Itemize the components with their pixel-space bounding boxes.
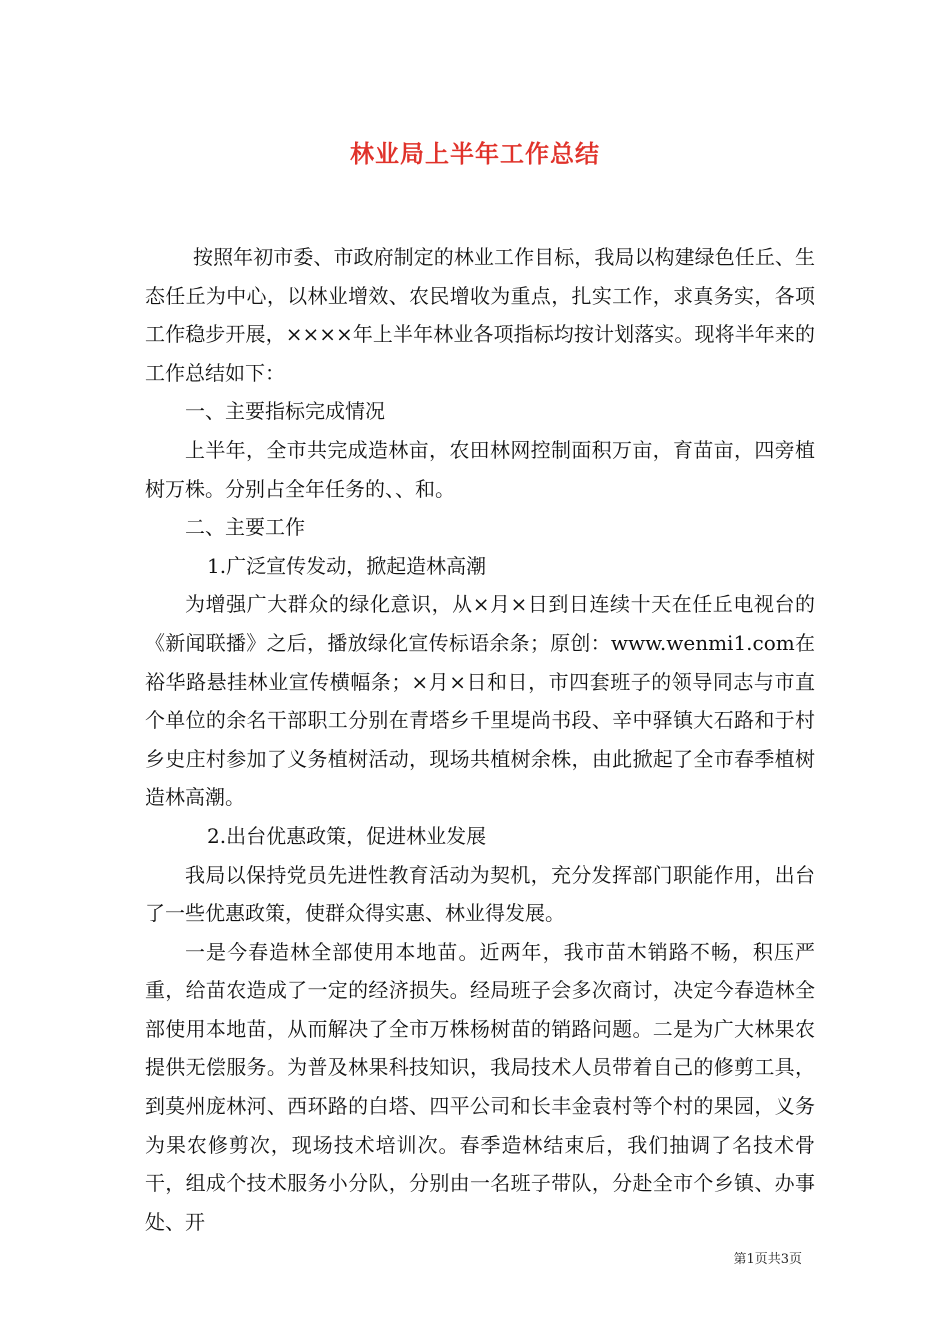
- paragraph-intro: 按照年初市委、市政府制定的林业工作目标，我局以构建绿色任丘、生态任丘为中心，以林业增效、农民增收为重点，扎实工作，求真务实，各项工作稳步开展，××××年上半年林业各项指标均按计划落实。现将半年来的工作总结如下：: [145, 245, 815, 385]
- paragraph-policy: 我局以保持党员先进性教育活动为契机，充分发挥部门职能作用，出台了一些优惠政策，使群众得实惠、林业得发展。: [145, 862, 815, 926]
- section-heading-2: 二、主要工作: [185, 515, 305, 540]
- paragraph-publicity: 为增强广大群众的绿化意识，从×月×日到日连续十天在任丘电视台的《新闻联播》之后，播放绿化宣传标语余条；原创：www.wenmi1.com在裕华路悬挂林业宣传横幅条；×月×日和日，市四套班子的领导同志与市直个单位的余名干部职工分别在青塔乡千里堤尚书段、辛中驿镇大石路和于村乡史庄村参加了义务植树活动，现场共植树余株，由此掀起了全市春季植树造林高潮。: [145, 592, 815, 810]
- paragraph-indicators: 上半年，全市共完成造林亩，农田林网控制面积万亩，育苗亩，四旁植树万株。分别占全年任务的、、和。: [145, 437, 815, 501]
- document-title: 林业局上半年工作总结: [350, 139, 600, 168]
- subsection-heading-2: 2.出台优惠政策，促进林业发展: [207, 823, 487, 848]
- page-number: 第1页共3页: [733, 1252, 802, 1267]
- document-body: [145, 238, 815, 1241]
- paragraph-measures: 一是今春造林全部使用本地苗。近两年，我市苗木销路不畅，积压严重，给苗农造成了一定的经济损失。经局班子会多次商讨，决定今春造林全部使用本地苗，从而解决了全市万株杨树苗的销路问题。二是为广大林果农提供无偿服务。为普及林果科技知识，我局技术人员带着自己的修剪工具，到莫州庞林河、西环路的白塔、四平公司和长丰金袁村等个村的果园，义务为果农修剪次，现场技术培训次。春季造林结束后，我们抽调了名技术骨干，组成个技术服务小分队，分别由一名班子带队，分赴全市个乡镇、办事处、开: [145, 939, 815, 1234]
- subsection-heading-1: 1.广泛宣传发动，掀起造林高潮: [207, 553, 487, 578]
- section-heading-1: 一、主要指标完成情况: [185, 399, 385, 424]
